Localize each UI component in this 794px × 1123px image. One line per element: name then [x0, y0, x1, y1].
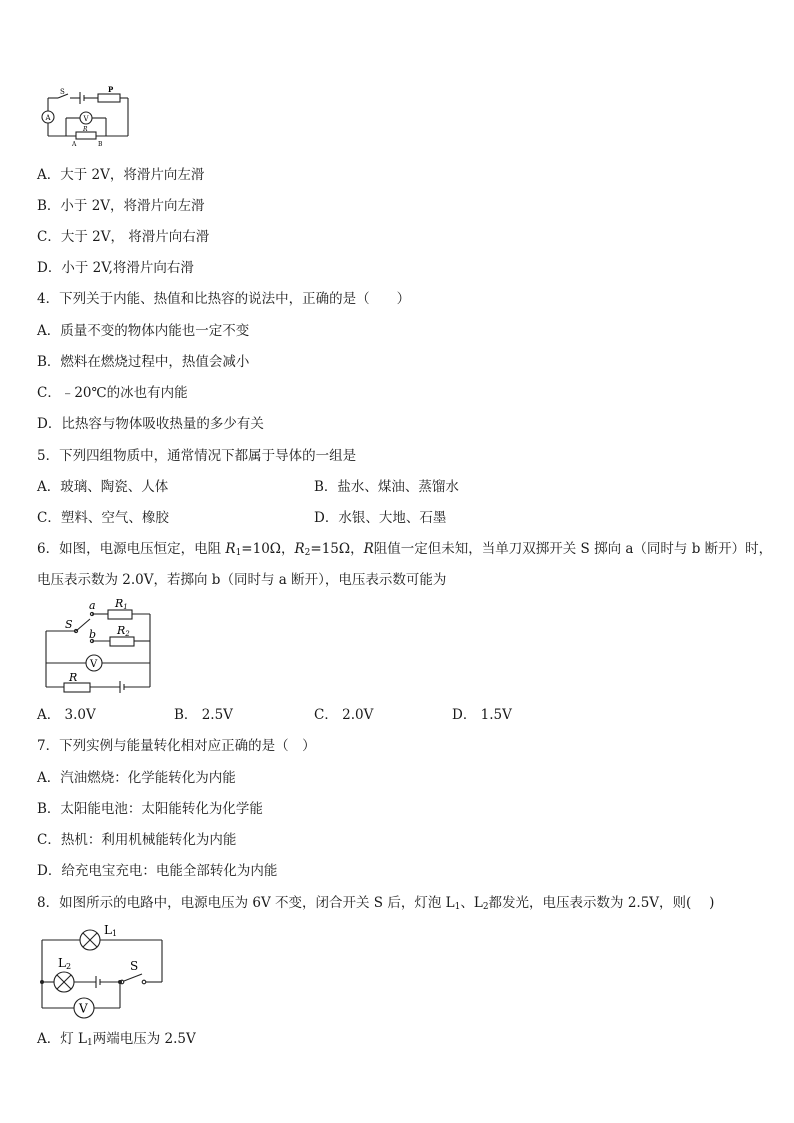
- q6-circuit-diagram: [40, 597, 158, 693]
- q8-junction-left: [40, 980, 44, 984]
- q6-contact-b-label: b: [89, 628, 97, 641]
- q6-option-c: C． 2.0V: [314, 707, 374, 723]
- q7-option-a: A．汽油燃烧：化学能转化为内能: [37, 770, 236, 786]
- q6-option-d: D． 1.5V: [452, 707, 512, 723]
- q6-switch-label: S: [65, 618, 73, 631]
- q6-stem-line2: 电压表示数为 2.0V，若掷向 b（同时与 a 断开），电压表示数可能为: [37, 572, 447, 588]
- q5-option-b: B．盐水、煤油、蒸馏水: [314, 479, 459, 495]
- q5-option-a: A．玻璃、陶瓷、人体: [37, 479, 169, 495]
- q8-switch-label: S: [130, 959, 139, 973]
- q6-r2-label: R2: [117, 624, 130, 638]
- q8-l2-label: L2: [58, 956, 72, 971]
- q7-option-d: D．给充电宝充电：电能全部转化为内能: [37, 863, 278, 879]
- q3-option-d: D．小于 2V,将滑片向右滑: [37, 260, 194, 276]
- q6-stem-line1: 6．如图，电源电压恒定，电阻 $R_1=10\Omega$，$R_2=15\Omega$，R阻值一定但未知，当单刀双掷开关 S 掷向 a（同时与 b 断开）时，: [37, 541, 773, 558]
- q5-option-c: C．塑料、空气、橡胶: [37, 510, 169, 526]
- q3-circuit-diagram: [38, 86, 134, 148]
- q3-end-b-label: B: [98, 141, 103, 148]
- q6-r-label: R: [69, 671, 78, 684]
- q5-option-d: D．水银、大地、石墨: [314, 510, 447, 526]
- q8-l1-label: L1: [104, 923, 118, 938]
- q6-r1-label: R1: [115, 597, 128, 611]
- q7-stem: 7．下列实例与能量转化相对应正确的是（ ）: [37, 738, 316, 754]
- q6-voltmeter-label: V: [90, 659, 98, 670]
- q3-option-b: B．小于 2V，将滑片向左滑: [37, 198, 205, 214]
- q8-stem: 8．如图所示的电路中，电源电压为 6V 不变，闭合开关 S 后，灯泡 $L_1$、$L_2$都发光，电压表示数为 2.5V，则( ): [37, 895, 715, 912]
- q3-option-a: A．大于 2V，将滑片向左滑: [37, 167, 205, 183]
- q3-option-c: C．大于 2V， 将滑片向右滑: [37, 229, 210, 245]
- q3-voltmeter-label: V: [83, 115, 89, 123]
- q3-resistor-label: R: [83, 126, 88, 133]
- q7-option-b: B．太阳能电池：太阳能转化为化学能: [37, 801, 263, 817]
- q4-option-c: C．﹣20℃的冰也有内能: [37, 385, 188, 401]
- q8-circuit-diagram: [38, 922, 166, 1020]
- q5-stem: 5．下列四组物质中，通常情况下都属于导体的一组是: [37, 448, 357, 464]
- q6-option-b: B． 2.5V: [174, 707, 233, 723]
- q4-stem: 4．下列关于内能、热值和比热容的说法中，正确的是（ ）: [37, 291, 411, 307]
- q8-option-a: A．灯 $L_1$两端电压为 2.5V: [37, 1031, 196, 1048]
- q8-junction-right: [118, 980, 122, 984]
- q6-contact-a-label: a: [89, 599, 96, 612]
- q8-voltmeter-label: V: [79, 1001, 88, 1016]
- q3-slider-label: P: [108, 86, 114, 94]
- q3-ammeter-label: A: [45, 114, 51, 122]
- q4-option-b: B．燃料在燃烧过程中，热值会减小: [37, 354, 250, 370]
- q7-option-c: C．热机：利用机械能转化为内能: [37, 832, 237, 848]
- q4-option-d: D．比热容与物体吸收热量的多少有关: [37, 416, 264, 432]
- q3-end-a-label: A: [72, 141, 77, 148]
- q3-switch-label: S: [60, 88, 65, 96]
- q6-option-a: A． 3.0V: [37, 707, 96, 723]
- q4-option-a: A．质量不变的物体内能也一定不变: [37, 323, 250, 339]
